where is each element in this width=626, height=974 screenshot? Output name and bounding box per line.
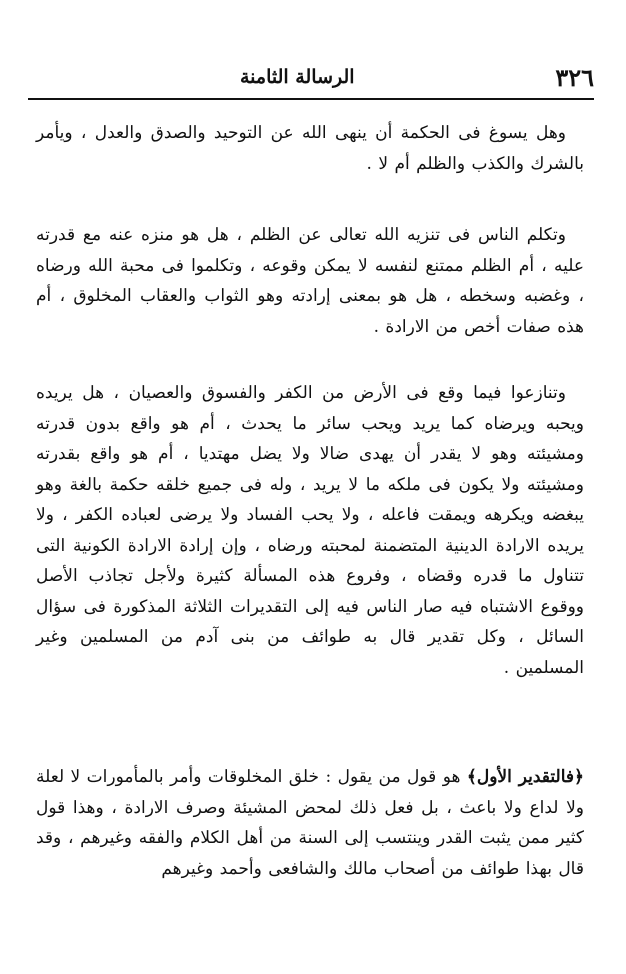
body-text (36, 118, 584, 884)
paragraph-1: وهل يسوغ فى الحكمة أن ينهى الله عن التوحيد والصدق والعدل ، ويأمر بالشرك والكذب والظلم أم لا . (36, 123, 584, 174)
paragraph-2: وتكلم الناس فى تنزيه الله تعالى عن الظلم ، هل هو منزه عنه مع قدرته عليه ، أم الظلم ممتنع لنفسه لا يمكن وقوعه ، وتكلموا فى محبة الله ورضاه ، وغضبه وسخطه ، هل هو بمعنى إرادته وهو الثواب والعقاب المخلوق ، أم هذه صفات أخص من الارادة . (36, 225, 584, 337)
page-header (30, 60, 594, 94)
paragraph-4 (36, 762, 584, 884)
header-rule (28, 98, 594, 100)
paragraph-3: وتنازعوا فيما وقع فى الأرض من الكفر والفسوق والعصيان ، هل يريده ويحبه ويرضاه كما يريد ويحب سائر ما يحدث ، أم هو واقع بدون قدرته ومشيئته وهو لا يقدر أن يهدى ضالا ولا يضل مهتديا ، أم هو واقع بقدرته ومشيئته ولا يكون فى ملكه ما لا يريد ، وله فى جميع خلقه حكمة بالغة وهو يبغضه ويكرهه ويمقت فاعله ، ولا يحب الفساد ولا يرضى لعباده الكفر ، ولا يريده الارادة الدينية المتضمنة لمحبته ورضاه ، وإن إرادة الارادة الكونية التى تتناول ما قدره وقضاه ، وفروع هذه المسألة كثيرة ولأجل تجاذب الأصل ووقوع الاشتباه فيه صار الناس فيه إلى التقديرات الثلاثة المذكورة فى سؤال السائل ، وكل تقدير قال به طوائف من بنى آدم من المسلمين وغير المسلمين . (36, 383, 584, 678)
running-title: الرسالة الثامنة (240, 66, 355, 88)
paragraph-4-text: هو قول من يقول : خلق المخلوقات وأمر بالمأمورات لا لعلة ولا لداع ولا باعث ، بل فعل ذلك لمحض المشيئة وصرف الارادة ، وهذا قول كثير ممن يثبت القدر وينتسب إلى السنة من أهل الكلام والفقه وغيرهم ، وقد قال بهذا طوائف من أصحاب مالك والشافعى وأحمد وغيرهم (36, 767, 584, 879)
first-estimate-heading: ﴿فالتقدير الأول﴾ (466, 767, 584, 787)
page-number: ٣٢٦ (555, 62, 594, 92)
